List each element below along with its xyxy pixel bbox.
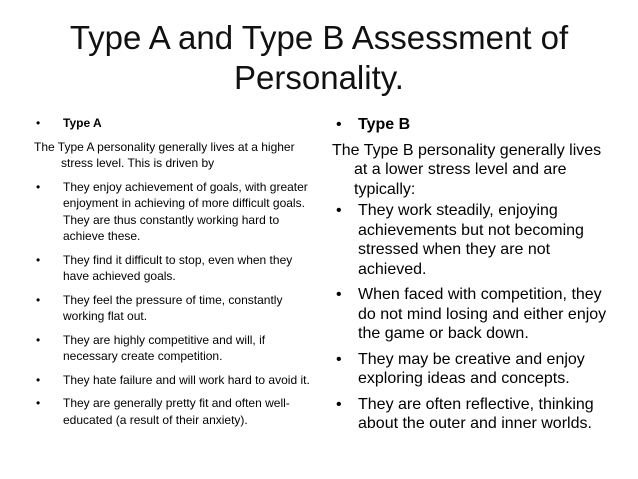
bullet-icon: • (36, 396, 41, 410)
type-a-bullet-text: They are generally pretty fit and often well-educated (a result of their anxiety). (63, 396, 290, 427)
type-b-intro: The Type B personality generally lives at a lower stress level and are typically: (332, 141, 602, 198)
type-a-bullet-text: They are highly competitive and will, if necessary create competition. (63, 332, 266, 363)
bullet-icon: • (36, 292, 41, 307)
type-a-bullet-text: They enjoy achievement of goals, with greater enjoyment in achieving of more difficult goals. They are thus constantly working hard to achieve these. (63, 179, 308, 243)
type-a-bullet (34, 332, 312, 365)
type-b-bullet (332, 285, 614, 344)
type-a-bullet (34, 252, 312, 285)
bullet-icon: • (336, 116, 342, 133)
type-a-heading-item (34, 115, 312, 132)
type-a-bullet-text: They find it difficult to stop, even when they have achieved goals. (63, 252, 293, 283)
bullet-icon: • (36, 179, 41, 194)
type-a-intro: The Type A personality generally lives at a higher stress level. This is driven by (34, 139, 295, 170)
type-b-bullet (332, 395, 614, 434)
type-b-bullet-text: They may be creative and enjoy exploring ideas and concepts. (358, 350, 585, 387)
bullet-icon: • (336, 286, 342, 303)
bullet-icon: • (336, 395, 342, 413)
type-a-bullet-text: They hate failure and will work hard to avoid it. (63, 372, 310, 387)
slide-title: Type A and Type B Assessment of Personality. (69, 19, 569, 96)
bullet-icon: • (36, 116, 41, 130)
type-b-heading: Type B (358, 116, 411, 133)
type-b-bullet-text: They work steadily, enjoying achievements but not becoming stressed when they are not achieved. (358, 202, 584, 278)
bullet-icon: • (336, 350, 342, 368)
type-a-bullet (34, 372, 312, 389)
type-a-bullet (34, 292, 312, 325)
type-a-bullet-text: They feel the pressure of time, constantly working flat out. (63, 292, 283, 323)
bullet-icon: • (36, 252, 41, 267)
type-b-bullet-text: When faced with competition, they do not mind losing and either enjoy the game or back down. (358, 286, 607, 342)
type-a-bullet (34, 395, 312, 428)
type-b-heading-item (332, 115, 614, 135)
type-b-bullet-text: They are often reflective, thinking about the outer and inner worlds. (358, 395, 594, 432)
type-a-heading: Type A (63, 116, 102, 130)
type-b-column (332, 115, 614, 440)
bullet-icon: • (336, 202, 342, 219)
type-b-bullet (332, 201, 614, 279)
bullet-icon: • (36, 372, 41, 387)
type-a-bullet (34, 179, 312, 245)
type-b-bullet (332, 350, 614, 389)
type-a-column (34, 115, 312, 435)
bullet-icon: • (36, 332, 41, 347)
